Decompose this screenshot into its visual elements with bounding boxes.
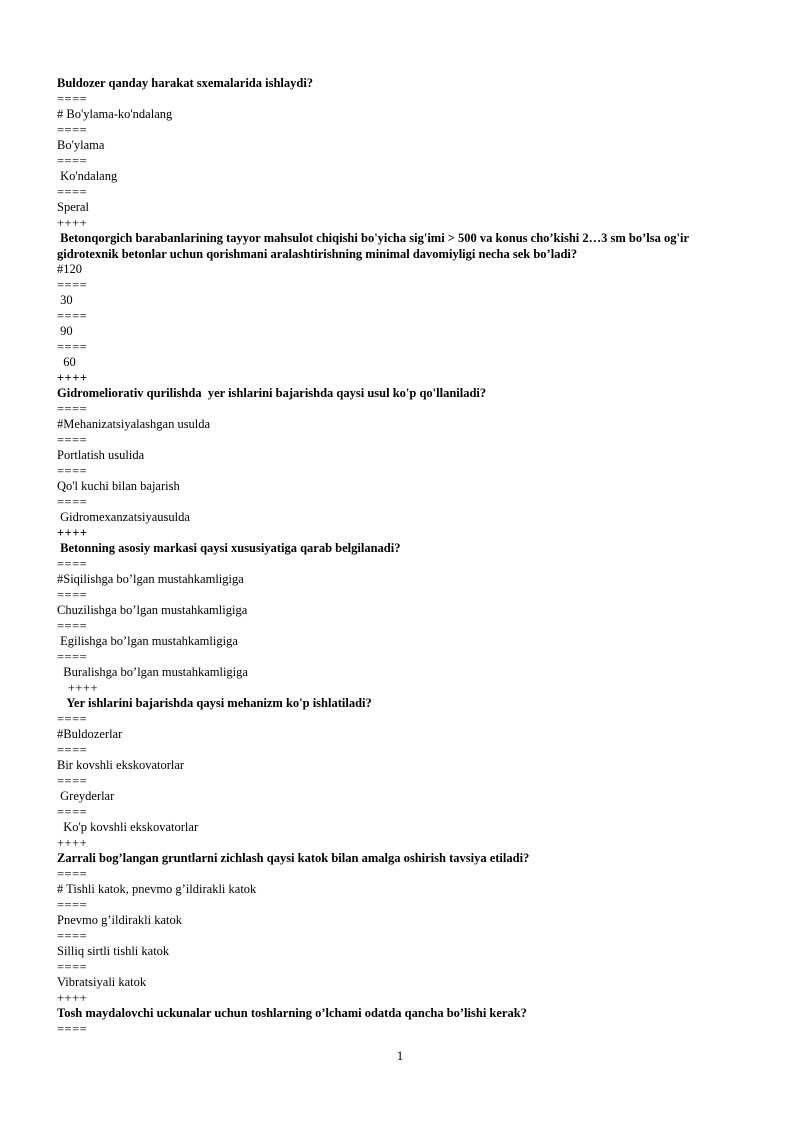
question-line: Betonning asosiy markasi qaysi xususiyatiga qarab belgilanadi?	[57, 541, 401, 555]
separator-line: ++++	[57, 990, 88, 1005]
separator-line: ====	[57, 463, 88, 478]
answer-line: Buralishga bo’lgan mustahkamligiga	[57, 665, 248, 679]
separator-line: ====	[57, 122, 88, 137]
answer-line: Silliq sirtli tishli katok	[57, 944, 170, 958]
answer-line: Ko'p kovshli ekskovatorlar	[57, 820, 199, 834]
separator-line: ====	[57, 711, 88, 726]
answer-line: #120	[57, 262, 82, 276]
answer-line: Egilishga bo’lgan mustahkamligiga	[57, 634, 238, 648]
question-line: Tosh maydalovchi uckunalar uchun toshlarning o’lchami odatda qancha bo’lishi kerak?	[57, 1006, 527, 1020]
separator-line: ====	[57, 742, 88, 757]
answer-line: Chuzilishga bo’lgan mustahkamligiga	[57, 603, 248, 617]
separator-line: ++++	[57, 370, 88, 385]
separator-line: ====	[57, 308, 88, 323]
separator-line: ====	[57, 773, 88, 788]
separator-line: ====	[57, 866, 88, 881]
question-line: Gidromeliorativ qurilishda yer ishlarini bajarishda qaysi usul ko'p qo'llaniladi?	[57, 386, 487, 400]
answer-line: # Bo'ylama-ko'ndalang	[57, 107, 173, 121]
answer-line: 60	[57, 355, 76, 369]
separator-line: ++++	[57, 215, 88, 230]
answer-line: Ko'ndalang	[57, 169, 118, 183]
answer-line: Pnevmo g’ildirakli katok	[57, 913, 182, 927]
separator-line: ====	[57, 804, 88, 819]
answer-line: Speral	[57, 200, 89, 214]
separator-line: ++++	[57, 680, 99, 695]
answer-line: #Siqilishga bo’lgan mustahkamligiga	[57, 572, 244, 586]
answer-line: #Buldozerlar	[57, 727, 123, 741]
separator-line: ====	[57, 339, 88, 354]
answer-line: 90	[57, 324, 73, 338]
separator-line: ====	[57, 401, 88, 416]
separator-line: ====	[57, 649, 88, 664]
question-line: Buldozer qanday harakat sxemalarida ishlaydi?	[57, 76, 314, 90]
answer-line: # Tishli katok, pnevmo g’ildirakli katok	[57, 882, 257, 896]
answer-line: Portlatish usulida	[57, 448, 145, 462]
separator-line: ====	[57, 1021, 88, 1036]
answer-line: Bo'ylama	[57, 138, 105, 152]
question-line: Betonqorgich barabanlarining tayyor mahsulot chiqishi bo'yicha sig'imi > 500 va konus cho’kishi 2…3 sm bo’lsa og'ir gidrotexnik betonlar uchun qorishmani aralashtirishning minimal davomiyligi necha sek bo’ladi?	[57, 231, 692, 261]
separator-line: ====	[57, 432, 88, 447]
separator-line: ====	[57, 184, 88, 199]
separator-line: ====	[57, 897, 88, 912]
separator-line: ====	[57, 277, 88, 292]
answer-line: Vibratsiyali katok	[57, 975, 147, 989]
answer-line: 30	[57, 293, 73, 307]
answer-line: Greyderlar	[57, 789, 115, 803]
separator-line: ====	[57, 91, 88, 106]
answer-line: Gidromexanzatsiyausulda	[57, 510, 190, 524]
separator-line: ====	[57, 959, 88, 974]
separator-line: ====	[57, 494, 88, 509]
page-number: 1	[396, 1048, 404, 1063]
separator-line: ====	[57, 153, 88, 168]
question-line: Yer ishlarini bajarishda qaysi mehanizm ko'p ishlatiladi?	[57, 696, 372, 710]
question-line: Zarrali bog’langan gruntlarni zichlash qaysi katok bilan amalga oshirish tavsiya etiladi?	[57, 851, 530, 865]
separator-line: ++++	[57, 835, 88, 850]
separator-line: ====	[57, 928, 88, 943]
answer-line: #Mehanizatsiyalashgan usulda	[57, 417, 211, 431]
separator-line: ====	[57, 556, 88, 571]
separator-line: ====	[57, 587, 88, 602]
separator-line: ++++	[57, 525, 88, 540]
answer-line: Qo'l kuchi bilan bajarish	[57, 479, 180, 493]
separator-line: ====	[57, 618, 88, 633]
answer-line: Bir kovshli ekskovatorlar	[57, 758, 185, 772]
document-body	[57, 76, 737, 1037]
